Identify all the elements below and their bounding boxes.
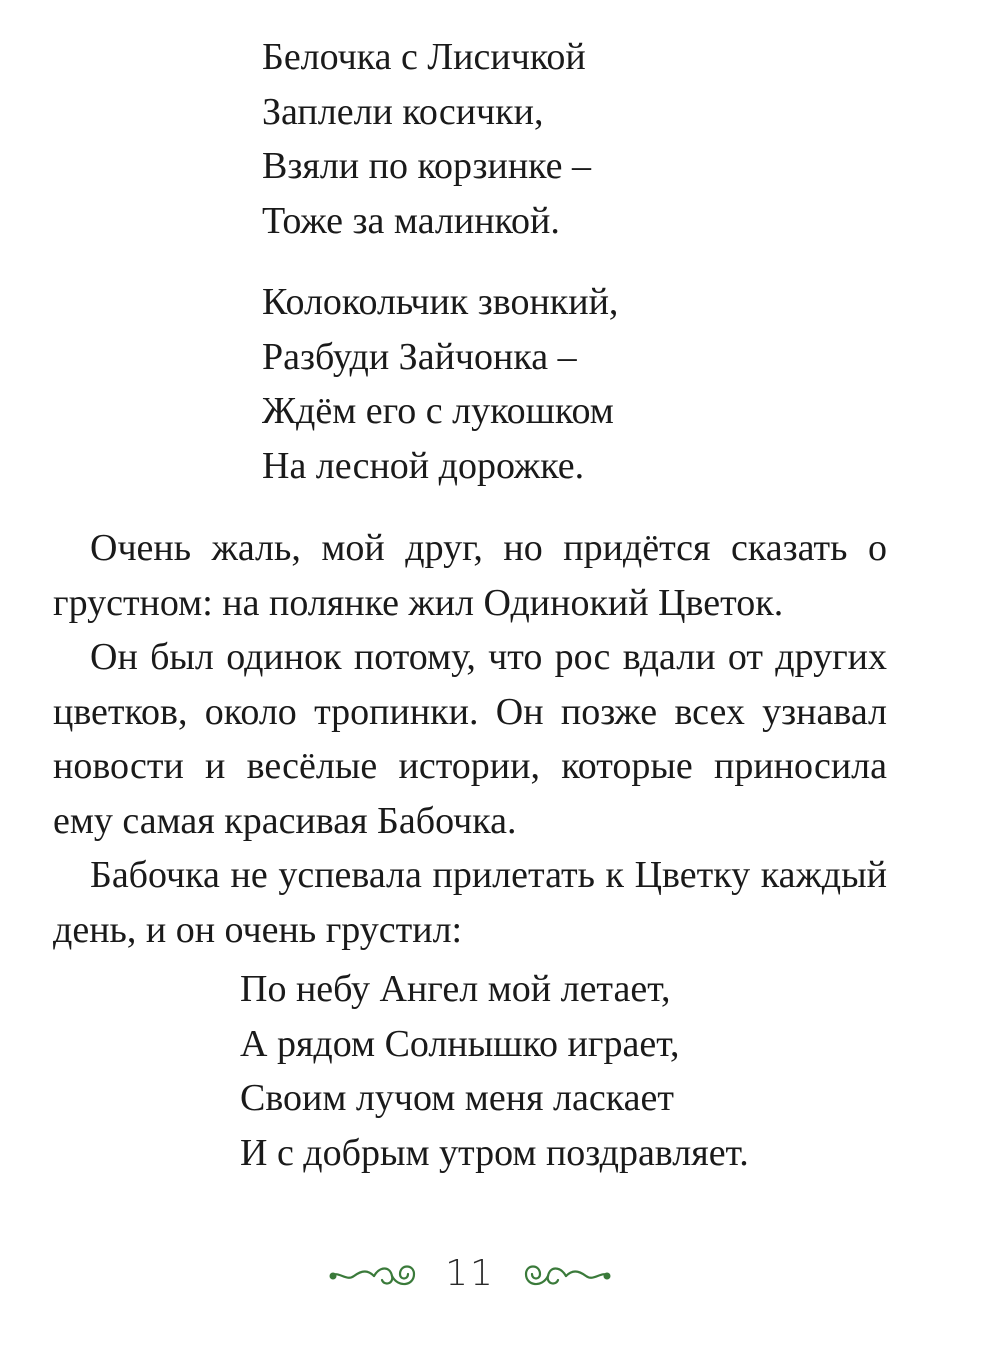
paragraph: Очень жаль, мой друг, но придётся сказать о грустном: на полянке жил Одинокий Цветок. [53,527,887,624]
prose-block [53,521,887,957]
verse-line: Разбуди Зайчонка – [262,335,577,378]
paragraph: Бабочка не успевала прилетать к Цветку каждый день, и он очень грустил: [53,854,887,951]
page-number: 11 [445,1253,495,1294]
verse-line: А рядом Солнышко играет, [240,1022,680,1065]
verse-2 [262,275,618,493]
verse-line: И с добрым утром поздравляет. [240,1131,749,1174]
paragraph: Он был одинок потому, что рос вдали от других цветков, около тропинки. Он позже всех узнавал новости и весёлые истории, которые приносила ему самая красивая Бабочка. [53,636,887,842]
swirl-ornament-icon [522,1256,612,1292]
verse-line: На лесной дорожке. [262,444,585,487]
verse-line: По небу Ангел мой летает, [240,968,671,1010]
verse-line: Заплели косички, [262,90,544,133]
verse-line: Взяли по корзинке – [262,145,592,187]
verse-line: Ждём его с лукошком [262,390,614,432]
verse-line: Своим лучом меня ласкает [240,1077,674,1119]
verse-line: Белочка с Лисичкой [262,36,586,78]
verse-1 [262,30,591,248]
page-footer [0,1250,1000,1300]
swirl-ornament-icon [328,1256,418,1292]
verse-3 [240,962,749,1180]
verse-line: Тоже за малинкой. [262,199,560,242]
verse-line: Колокольчик звонкий, [262,281,619,323]
